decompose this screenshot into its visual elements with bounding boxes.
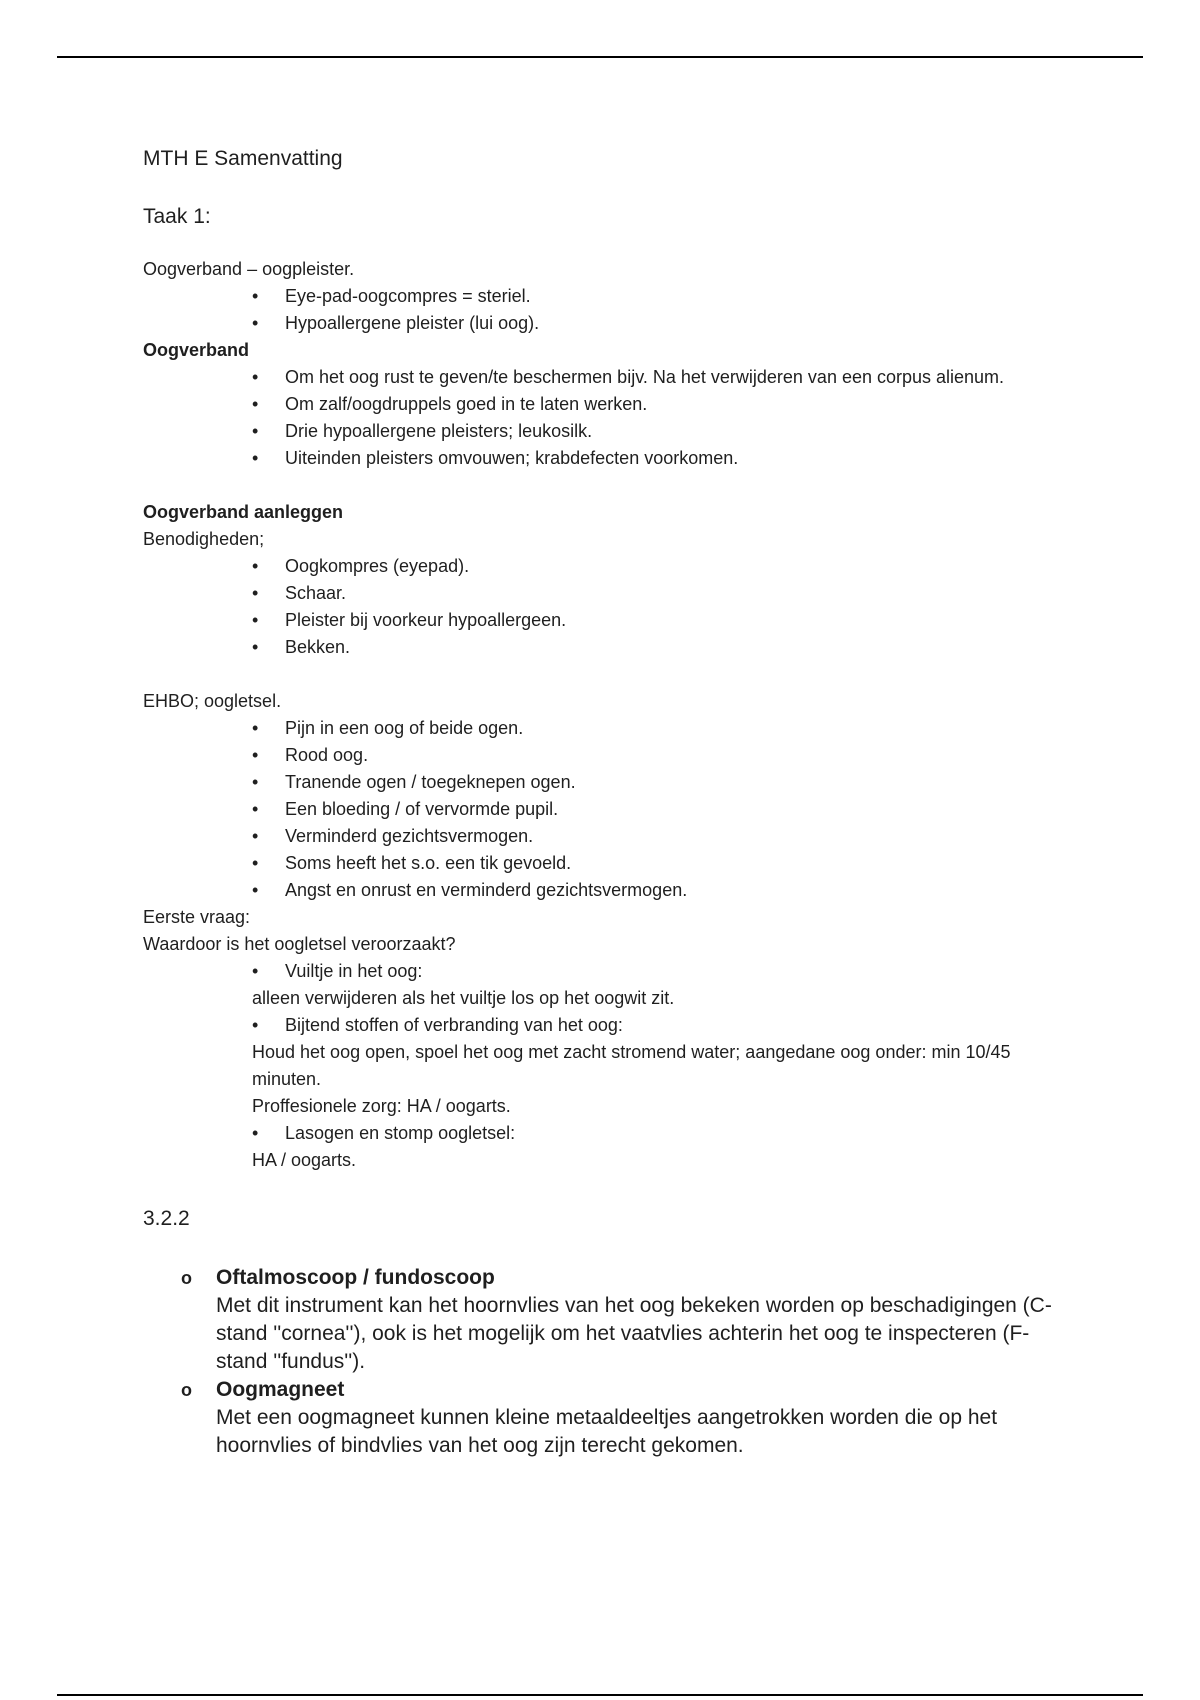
- section-number: 3.2.2: [143, 1207, 190, 1230]
- first-question-text: Waardoor is het oogletsel veroorzaakt?: [143, 934, 456, 954]
- list-item: • Bijtend stoffen of verbranding van het oog:: [252, 1012, 1073, 1039]
- list-item: • Een bloeding / of vervormde pupil.: [252, 796, 1073, 823]
- list-item: • Verminderd gezichtsvermogen.: [252, 823, 1073, 850]
- instrument-title: Oogmagneet: [216, 1378, 345, 1401]
- list-item: • Pleister bij voorkeur hypoallergeen.: [252, 607, 1073, 634]
- oogverband-list: [143, 364, 1073, 472]
- circle-bullet-icon: o: [181, 1268, 192, 1288]
- symptoms-list: [143, 715, 1073, 904]
- section-heading-aanleggen: Oogverband aanleggen: [143, 502, 344, 522]
- footer-rule: [57, 1694, 1143, 1696]
- list-item: [181, 1376, 1073, 1460]
- cause-text: Proffesionele zorg: HA / oogarts.: [252, 1096, 511, 1116]
- benodigheden-list: [143, 553, 1073, 661]
- cause-text: Houd het oog open, spoel het oog met zacht stromend water; aangedane oog onder: min 10/45 minuten.: [252, 1042, 1011, 1089]
- list-item: • Bekken.: [252, 634, 1073, 661]
- instrument-title: Oftalmoscoop / fundoscoop: [216, 1266, 495, 1289]
- instrument-description: Met dit instrument kan het hoornvlies van het oog bekeken worden op beschadigingen (C-stand ''cornea''), ook is het mogelijk om het vaatvlies achterin het oog te inspecteren (F-stand ''fundus'').: [216, 1294, 1052, 1373]
- section-heading-oogverband: Oogverband: [143, 340, 250, 360]
- list-item: • Drie hypoallergene pleisters; leukosilk.: [252, 418, 1073, 445]
- list-item: • Schaar.: [252, 580, 1073, 607]
- header-rule: [57, 56, 1143, 58]
- cause-text: alleen verwijderen als het vuiltje los op het oogwit zit.: [252, 988, 675, 1008]
- section-heading-ehbo: EHBO; oogletsel.: [143, 691, 282, 711]
- benodigheden-label: Benodigheden;: [143, 529, 265, 549]
- document-page: [143, 140, 1073, 1460]
- cause-list-1: [143, 958, 1073, 985]
- list-item: • Oogkompres (eyepad).: [252, 553, 1073, 580]
- document-title: MTH E Samenvatting: [143, 147, 343, 170]
- list-item: • Uiteinden pleisters omvouwen; krabdefecten voorkomen.: [252, 445, 1073, 472]
- list-item: • Lasogen en stomp oogletsel:: [252, 1120, 1073, 1147]
- list-item: • Tranende ogen / toegeknepen ogen.: [252, 769, 1073, 796]
- list-item: • Angst en onrust en verminderd gezichtsvermogen.: [252, 877, 1073, 904]
- cause-list-2: [143, 1012, 1073, 1039]
- section-heading-oogpleister: Oogverband – oogpleister.: [143, 259, 355, 279]
- list-item: [181, 1264, 1073, 1376]
- list-item: • Soms heeft het s.o. een tik gevoeld.: [252, 850, 1073, 877]
- oogpleister-list: [143, 283, 1073, 337]
- list-item: • Vuiltje in het oog:: [252, 958, 1073, 985]
- first-question-label: Eerste vraag:: [143, 907, 251, 927]
- instrument-description: Met een oogmagneet kunnen kleine metaaldeeltjes aangetrokken worden die op het hoornvlies of bindvlies van het oog zijn terecht gekomen.: [216, 1406, 998, 1457]
- instrument-list: [143, 1264, 1073, 1460]
- cause-text: HA / oogarts.: [252, 1150, 357, 1170]
- task-heading: Taak 1:: [143, 205, 211, 228]
- list-item: • Eye-pad-oogcompres = steriel.: [252, 283, 1073, 310]
- list-item: • Pijn in een oog of beide ogen.: [252, 715, 1073, 742]
- circle-bullet-icon: o: [181, 1380, 192, 1400]
- list-item: • Om het oog rust te geven/te beschermen bijv. Na het verwijderen van een corpus alienum.: [252, 364, 1073, 391]
- list-item: • Om zalf/oogdruppels goed in te laten werken.: [252, 391, 1073, 418]
- cause-list-3: [143, 1120, 1073, 1147]
- list-item: • Rood oog.: [252, 742, 1073, 769]
- list-item: • Hypoallergene pleister (lui oog).: [252, 310, 1073, 337]
